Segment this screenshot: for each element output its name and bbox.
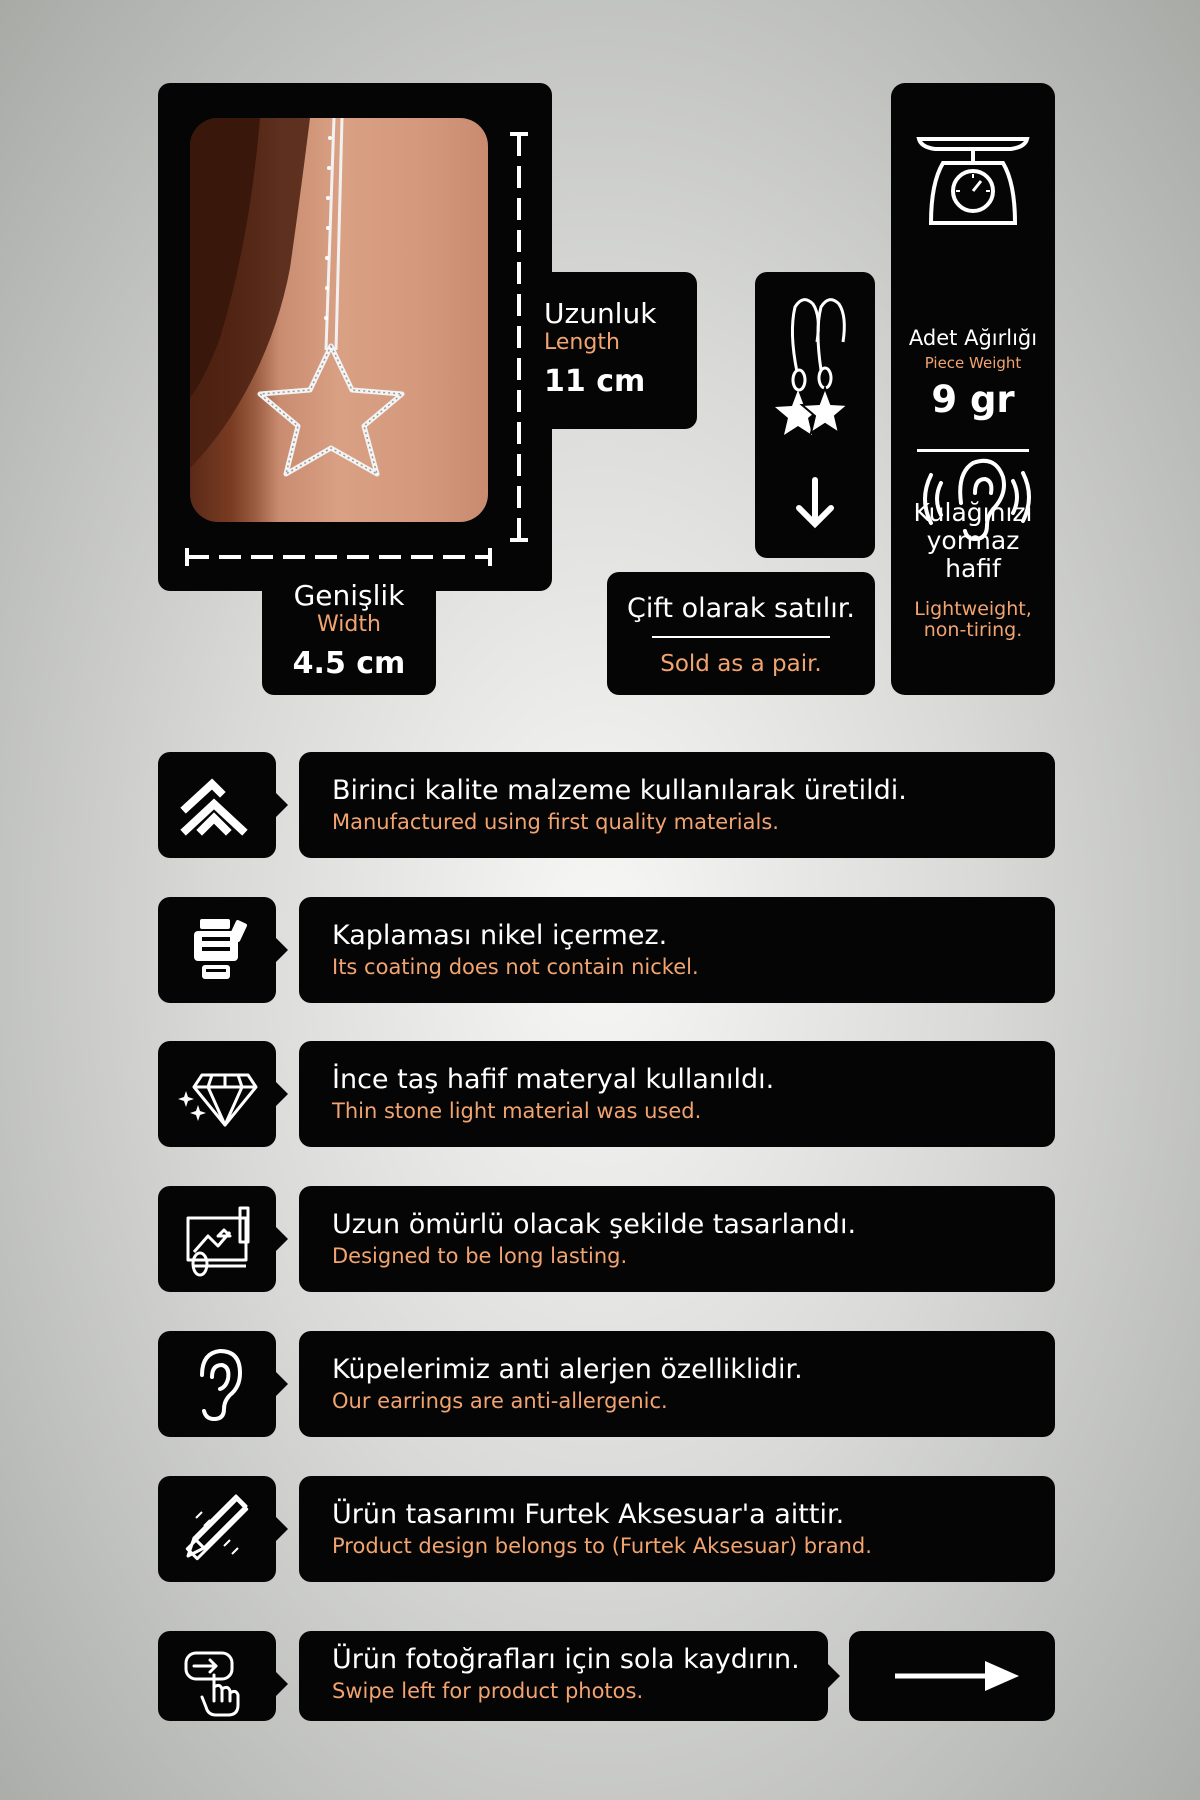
feature-icon-box-diamond (158, 1041, 276, 1147)
feature-en: Product design belongs to (Furtek Aksesuar) brand. (332, 1534, 872, 1558)
sold-as-pair-panel (607, 572, 875, 695)
feature-en: Its coating does not contain nickel. (332, 955, 699, 979)
feature-icon-box-design (158, 1186, 276, 1292)
ear-icon (158, 1331, 276, 1437)
feature-text-nickel (299, 897, 1055, 1003)
swipe-arrow-button[interactable] (849, 1631, 1055, 1721)
feature-icon-box-quality (158, 752, 276, 858)
feature-text-durability (299, 1186, 1055, 1292)
feature-tr: Ürün tasarımı Furtek Aksesuar'a aittir. (332, 1499, 845, 1530)
lightweight-tr-line-2: yormaz (926, 526, 1020, 555)
width-value: 4.5 cm (292, 646, 406, 681)
width-title: Genişlik (293, 579, 405, 612)
feature-en: Designed to be long lasting. (332, 1244, 628, 1268)
feature-tr: Uzun ömürlü olacak şekilde tasarlandı. (332, 1209, 857, 1240)
width-label-panel (262, 570, 436, 695)
swipe-icon-box (158, 1631, 276, 1721)
feature-text-stone (299, 1041, 1055, 1147)
weight-subtitle: Piece Weight (924, 354, 1022, 372)
feature-en: Thin stone light material was used. (332, 1099, 702, 1123)
length-label-panel (540, 272, 697, 429)
feature-tr: Kaplaması nikel içermez. (332, 920, 668, 951)
length-subtitle: Length (544, 330, 620, 355)
nickel-free-coating-icon (158, 897, 276, 1003)
feature-text-brand (299, 1476, 1055, 1582)
length-title: Uzunluk (544, 297, 657, 330)
lightweight-en-line-1: Lightweight, (914, 598, 1032, 620)
swipe-text-box (299, 1631, 828, 1721)
feature-icon-box-brand (158, 1476, 276, 1582)
pair-earrings-panel (755, 272, 875, 558)
width-subtitle: Width (317, 612, 381, 637)
swipe-hand-icon (158, 1631, 276, 1721)
feature-tr: Küpelerimiz anti alerjen özelliklidir. (332, 1354, 803, 1385)
earring-pair-icon (755, 272, 875, 558)
diamond-icon (158, 1041, 276, 1147)
sold-as-pair-en: Sold as a pair. (660, 651, 822, 677)
quality-layers-icon (158, 752, 276, 858)
feature-tr: İnce taş hafif materyal kullanıldı. (332, 1064, 775, 1095)
feature-en: Our earrings are anti-allergenic. (332, 1389, 668, 1413)
length-value: 11 cm (544, 364, 646, 399)
arrow-right-icon (849, 1631, 1055, 1721)
feature-icon-box-nickel (158, 897, 276, 1003)
lightweight-en-line-2: non-tiring. (923, 619, 1023, 641)
feature-icon-box-anti-allergenic (158, 1331, 276, 1437)
swipe-tr: Ürün fotoğrafları için sola kaydırın. (332, 1644, 800, 1675)
design-blueprint-icon (158, 1186, 276, 1292)
feature-tr: Birinci kalite malzeme kullanılarak üretildi. (332, 775, 907, 806)
divider (652, 636, 830, 638)
weight-value: 9 gr (931, 378, 1015, 421)
weight-panel (891, 83, 1055, 695)
feature-en: Manufactured using first quality materials. (332, 810, 779, 834)
feature-text-quality (299, 752, 1055, 858)
pencil-ruler-icon (158, 1476, 276, 1582)
weight-title: Adet Ağırlığı (908, 326, 1038, 350)
feature-text-anti-allergenic (299, 1331, 1055, 1437)
lightweight-tr-line-1: Kulağınızı (913, 498, 1033, 527)
swipe-en: Swipe left for product photos. (332, 1679, 644, 1703)
lightweight-tr-line-3: hafif (945, 554, 1001, 583)
sold-as-pair-tr: Çift olarak satılır. (627, 593, 855, 624)
